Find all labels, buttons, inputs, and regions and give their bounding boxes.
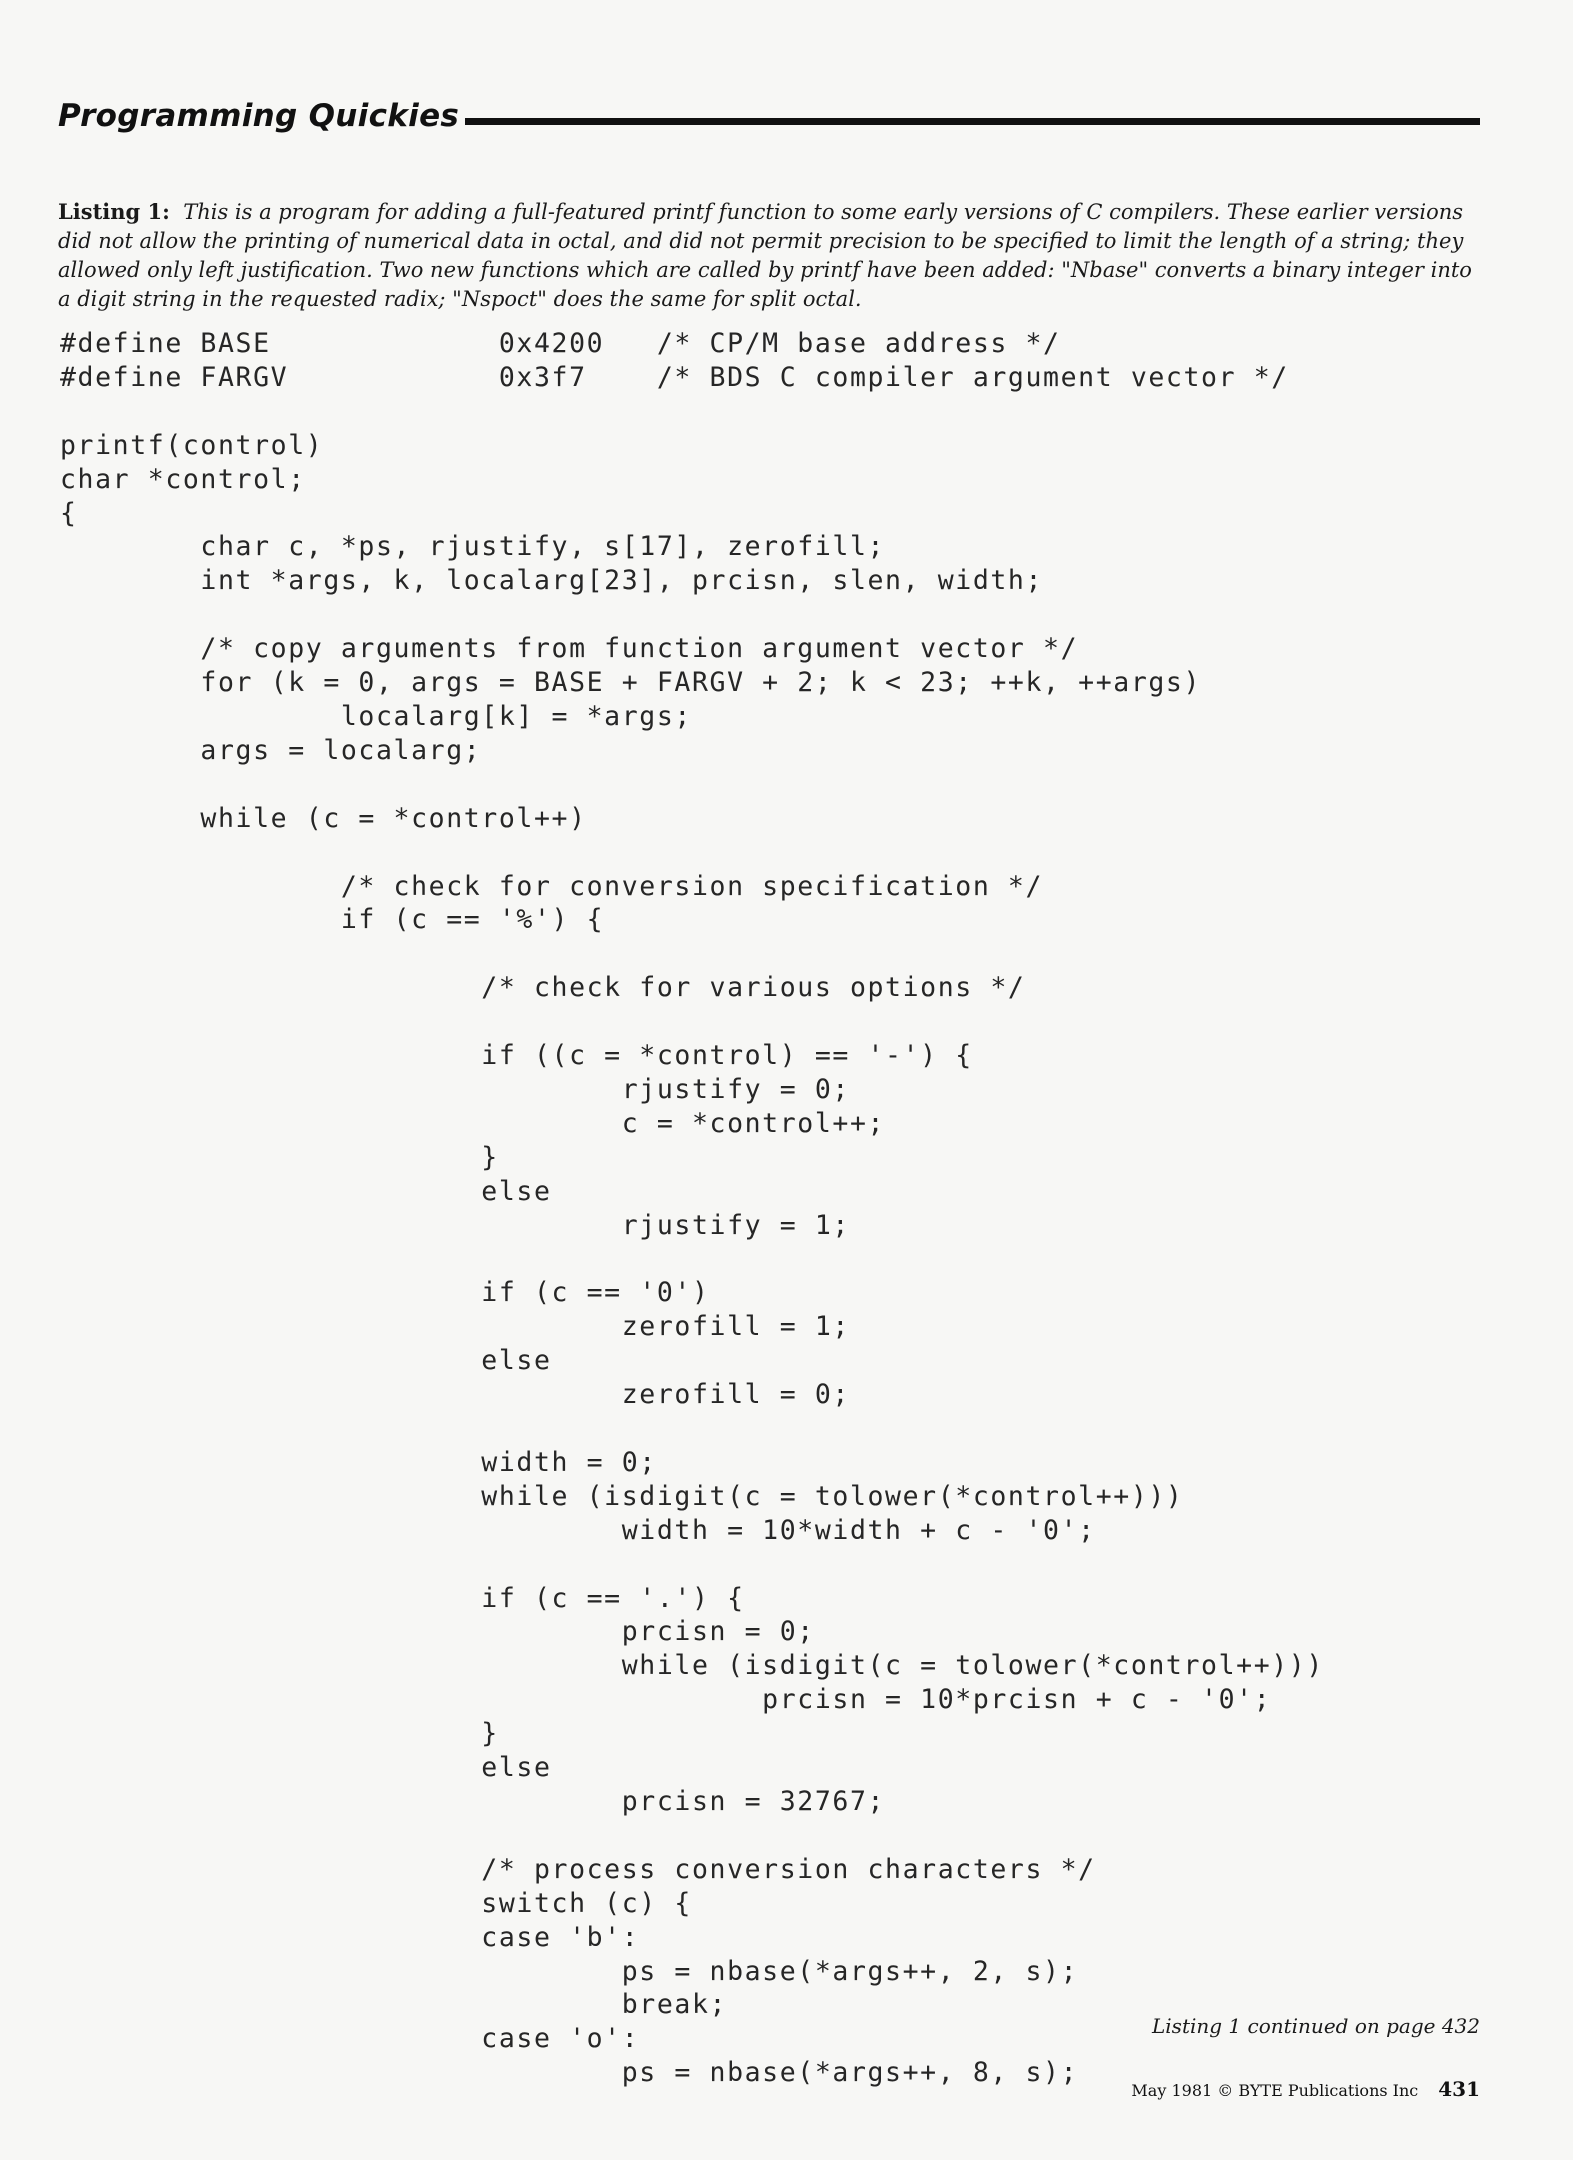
section-title: Programming Quickies xyxy=(58,98,460,134)
caption-label: Listing 1: xyxy=(58,199,170,224)
page-footer xyxy=(1131,2077,1480,2101)
listing-caption xyxy=(58,197,1480,314)
caption-text: This is a program for adding a full-featured printf function to some early versions of C compilers. These earlier versions did not allow the printing of numerical data in octal, and did not permit precision to be specified to limit the length of a string; they allowed only left justification. Two new functions which are called by printf have been added: "Nbase" converts a binary integer into a digit string in the requested radix; "Nspoct" does the same for split octal. xyxy=(58,200,1472,311)
section-header xyxy=(58,98,1480,134)
page-number: 431 xyxy=(1438,2077,1480,2101)
continuation-note: Listing 1 continued on page 432 xyxy=(1152,2014,1480,2038)
title-rule xyxy=(465,118,1480,125)
footer-credit: May 1981 © BYTE Publications Inc xyxy=(1131,2081,1419,2100)
code-listing: #define BASE 0x4200 /* CP/M base address */ #define FARGV 0x3f7 /* BDS C compiler argument vector */ printf(control) char *control; { char c, *ps, rjustify, s[17], zerofill; int *args, k, localarg[23], prcisn, slen, width; /* copy arguments from function argument vector */ for (k = 0, args = BASE + FARGV + 2; k < 23; ++k, ++args) localarg[k] = *args; args = localarg; while (c = *control++) /* check for conversion specification */ if (c == '%') { /* check for various options */ if ((c = *control) == '-') { rjustify = 0; c = *control++; } else rjustify = 1; if (c == '0') zerofill = 1; else zerofill = 0; width = 0; while (isdigit(c = tolower(*control++))) width = 10*width + c - '0'; if (c == '.') { prcisn = 0; while (isdigit(c = tolower(*control++))) prcisn = 10*prcisn + c - '0'; } else prcisn = 32767; /* process conversion characters */ switch (c) { case 'b': ps = nbase(*args++, 2, s); break; case 'o': ps = nbase(*args++, 8, s); xyxy=(60,328,1324,2089)
